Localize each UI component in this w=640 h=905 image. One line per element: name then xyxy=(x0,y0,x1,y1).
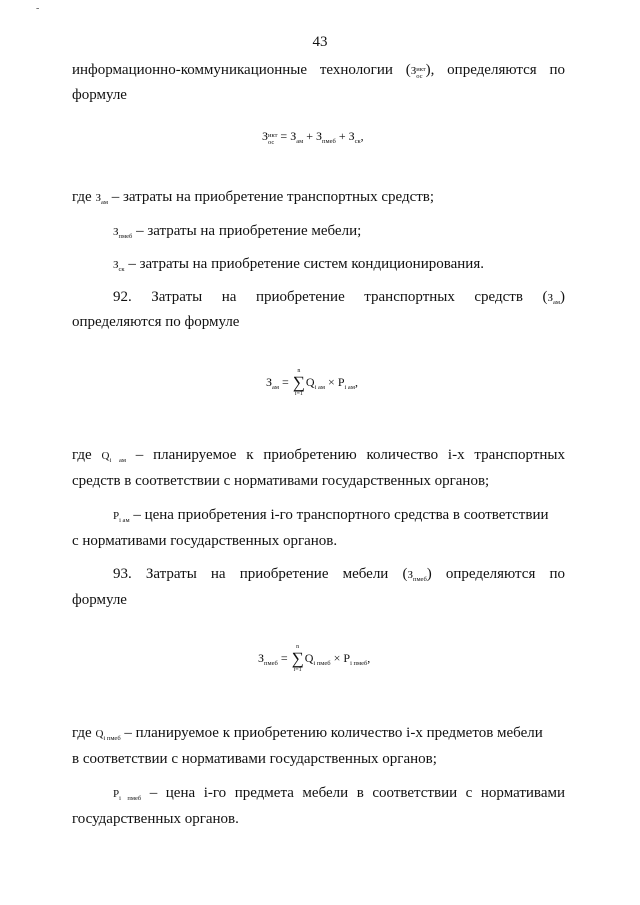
formula3-sum-top: n xyxy=(296,644,300,650)
formula2-p-sub: i ам xyxy=(344,383,355,391)
cost-symbol-letter: З xyxy=(410,65,417,77)
def1-text: – затраты на приобретение транспортных средств; xyxy=(107,189,435,205)
def-q-am-line-2: средств в соответствии с нормативами государственных органов; xyxy=(72,473,490,489)
formula2-q-sub: i ам xyxy=(314,383,326,391)
cost-symbol-sup: икт xyxy=(416,66,426,73)
p93-symbol-sub: пмеб xyxy=(412,576,427,583)
formula3-lhs-sub: пмеб xyxy=(264,659,278,667)
formula3-times: × xyxy=(330,650,344,665)
def-q-pmeb-line-1 xyxy=(72,724,565,748)
def2-line xyxy=(113,222,565,246)
formula1-plus1: + xyxy=(303,129,316,143)
p93-text-after: ) определяются по xyxy=(426,566,565,582)
formula2-q: Q xyxy=(305,374,315,389)
def-q-am-text-1: – планируемое к приобретению количество i-х транспортных xyxy=(125,447,565,463)
formula3-lhs: З xyxy=(258,650,265,665)
sum-icon xyxy=(293,368,305,398)
formula3-p: P xyxy=(343,650,351,665)
def2-text: – затраты на приобретение мебели; xyxy=(132,223,362,239)
def-p-pmeb-symbol xyxy=(113,788,141,800)
def-p-pmeb-line-1 xyxy=(113,784,565,808)
def-p-am-symbol xyxy=(113,510,130,522)
p93-line-2: формуле xyxy=(72,592,127,608)
formula1-lhs-sup: икт xyxy=(268,132,278,139)
formula2-times: × xyxy=(325,374,338,389)
def-q-am-symbol xyxy=(102,450,126,462)
formula1-term1-sub: ам xyxy=(296,138,304,145)
def-q-pmeb-symbol-sub: i пмеб xyxy=(103,735,121,742)
def1-line xyxy=(72,188,565,212)
def-q-pmeb-line-2: в соответствии с нормативами государственных органов; xyxy=(72,751,437,767)
def-p-pmeb-text-1: – цена i-го предмета мебели в соответствии с нормативами xyxy=(141,785,565,801)
def-q-am-where: где xyxy=(72,447,92,463)
def-q-am-line-1 xyxy=(72,446,565,470)
p92-word-2: на xyxy=(221,289,237,305)
cost-symbol-indices xyxy=(416,66,425,80)
intro-line-2: формуле xyxy=(72,87,127,103)
def-p-pmeb-line-2: государственных органов. xyxy=(72,811,239,827)
def1-symbol xyxy=(95,192,108,204)
p93-symbol-letter: З xyxy=(407,569,413,581)
formula3-tail: , xyxy=(367,650,371,665)
p92-number: 92. xyxy=(113,289,132,305)
formula3-q-sub: i пмеб xyxy=(313,659,331,667)
def3-text: – затраты на приобретение систем кондиционирования. xyxy=(124,256,484,272)
def1-symbol-sub: ам xyxy=(100,199,108,206)
formula2-tail: , xyxy=(354,374,358,389)
formula-total-cost xyxy=(262,129,364,149)
p92-word-5: средств xyxy=(474,289,523,305)
def-q-pmeb-symbol xyxy=(95,728,120,740)
def-p-am-symbol-letter: P xyxy=(113,510,120,522)
def2-symbol-sub: пмеб xyxy=(118,233,133,240)
formula-furniture-cost xyxy=(258,644,370,674)
formula3-sum-bottom: i=1 xyxy=(293,667,302,673)
p93-line-1 xyxy=(113,565,565,589)
cost-symbol-sub: ос xyxy=(416,73,423,80)
p92-word-4: транспортных xyxy=(364,289,455,305)
p93-text-before: 93. Затраты на приобретение мебели ( xyxy=(113,566,408,582)
def3-symbol-letter: З xyxy=(113,259,119,271)
formula2-eq: = xyxy=(279,374,292,389)
def-p-am-line-2: с нормативами государственных органов. xyxy=(72,533,338,549)
def-q-pmeb-where: где xyxy=(72,725,92,741)
p92-line-1 xyxy=(113,288,565,312)
intro-text-before: информационно-коммуникационные технологии ( xyxy=(72,62,411,78)
p92-symbol-letter: З xyxy=(547,292,553,304)
def1-where: где xyxy=(72,189,92,205)
def3-symbol xyxy=(113,259,125,271)
cost-symbol-oc xyxy=(410,65,426,80)
formula2-sum-bottom: i=1 xyxy=(294,391,303,397)
def3-symbol-sub: ск xyxy=(118,266,125,273)
p92-symbol-sub: ам xyxy=(552,299,560,306)
formula2-sum-sign: ∑ xyxy=(292,373,305,392)
formula3-p-sub: i пмеб xyxy=(350,659,368,667)
formula2-lhs: З xyxy=(266,374,273,389)
def-p-am-text-1: – цена приобретения i-го транспортного средства в соответствии xyxy=(129,507,549,523)
formula-vehicles-cost xyxy=(266,368,358,398)
def3-line xyxy=(113,255,565,279)
def-q-pmeb-symbol-letter: Q xyxy=(95,728,104,740)
formula2-p: P xyxy=(337,374,345,389)
formula3-q: Q xyxy=(304,650,314,665)
formula1-lhs-indices xyxy=(268,132,277,146)
formula1-term1: З xyxy=(290,129,297,143)
formula1-term3: З xyxy=(348,129,355,143)
intro-line-1 xyxy=(72,61,565,80)
formula1-term2-sub: пмеб xyxy=(322,138,336,145)
sum-icon xyxy=(292,644,304,674)
formula1-term2: З xyxy=(316,129,323,143)
def-q-am-symbol-sub: i ам xyxy=(109,457,126,464)
def-p-pmeb-symbol-sub: i пмеб xyxy=(119,795,142,802)
formula1-lhs: З xyxy=(262,129,269,143)
formula1-eq: = xyxy=(277,129,291,143)
def-p-am-symbol-sub: i ам xyxy=(119,517,130,524)
formula3-sum-sign: ∑ xyxy=(291,649,304,668)
def-q-pmeb-text-1: – планируемое к приобретению количество i-х предметов мебели xyxy=(120,725,543,741)
p92-word-1: Затраты xyxy=(151,289,203,305)
formula3-eq: = xyxy=(277,650,291,665)
formula2-sum-top: n xyxy=(297,368,301,374)
page-number: 43 xyxy=(312,34,328,50)
def-p-am-line-1 xyxy=(113,506,565,530)
def-q-am-symbol-letter: Q xyxy=(101,450,110,462)
def2-symbol-letter: З xyxy=(113,226,119,238)
def-p-pmeb-symbol-letter: P xyxy=(113,788,120,800)
p92-symbol: $(З_{ам})$ xyxy=(542,289,565,306)
p93-symbol xyxy=(407,569,426,581)
formula1-plus2: + xyxy=(335,129,349,143)
p92-word-3: приобретение xyxy=(255,289,345,305)
formula2-lhs-sub: ам xyxy=(272,383,280,391)
corner-mark: - xyxy=(36,3,40,14)
formula1-term3-sub: ск xyxy=(354,138,361,145)
intro-text-after: ), определяются по xyxy=(425,62,565,78)
def1-symbol-letter: З xyxy=(95,192,101,204)
p92-line-2: определяются по формуле xyxy=(72,314,240,330)
def2-symbol xyxy=(113,226,132,238)
formula1-tail: , xyxy=(360,129,364,143)
formula1-lhs-sub: ос xyxy=(268,139,275,146)
